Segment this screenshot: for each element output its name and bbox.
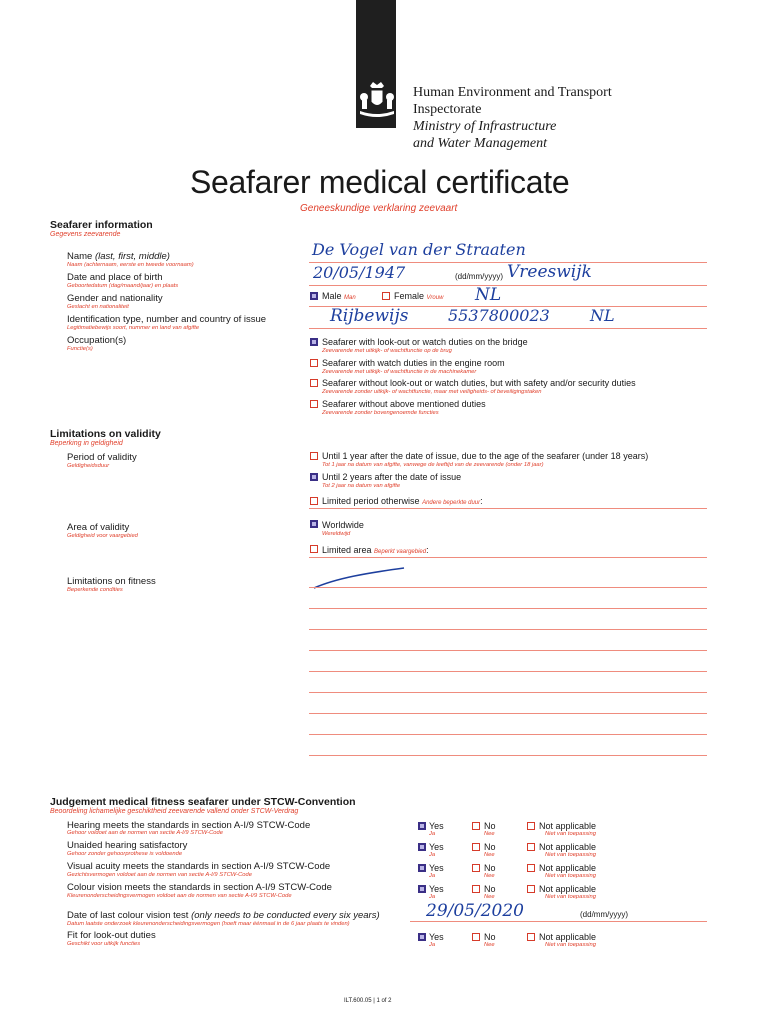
hearing-no-sub: Nee [484,831,495,837]
period-2yr-sub: Tot 2 jaar na datum van afgifte [322,483,401,489]
nationality-value[interactable]: NL [475,285,502,305]
page-title: Seafarer medical certificate [190,164,570,200]
org-line-1: Human Environment and Transport [413,85,612,100]
fitness-line-2 [309,608,707,609]
seafarer-info-heading: Seafarer information [50,219,153,231]
page-subtitle: Geneeskundige verklaring zeevaart [300,203,458,214]
visual-na-label: Not applicable [539,863,597,873]
lookout-na-label: Not applicable [539,932,597,942]
occupation-safety-checkbox[interactable] [310,379,318,387]
unaided-na-sub: Niet van toepassing [545,852,596,858]
occupation-engine-sub: Zeevarende met uitkijk- of wachtfunctie in de machinekamer [322,369,477,375]
name-sub: Naam (achternaam, eerste en tweede voornaam) [67,262,194,268]
hearing-sub: Gehoor voldoet aan de normen van sectie A-I/9 STCW-Code [67,830,223,836]
page-footer: ILT.600.05 | 1 of 2 [344,998,392,1004]
gender-label: Gender and nationality [67,293,163,304]
dob-label: Date and place of birth [67,272,163,283]
period-2yr-label: Until 2 years after the date of issue [322,472,462,482]
lookout-na-checkbox[interactable] [527,933,535,941]
dob-format: (dd/mm/yyyy) [455,272,503,281]
fitness-sub: Beperkende condities [67,587,123,593]
female-option: Female Vrouw [394,291,444,301]
occupation-bridge-checkbox[interactable] [310,338,318,346]
unaided-no-checkbox[interactable] [472,843,480,851]
colour-yes-sub: Ja [429,894,436,900]
unaided-na-label: Not applicable [539,842,597,852]
visual-na-checkbox[interactable] [527,864,535,872]
occupation-none-label: Seafarer without above mentioned duties [322,399,486,409]
pob-value[interactable]: Vreeswijk [507,262,592,282]
id-line [309,328,707,329]
limited-area-checkbox[interactable] [310,545,318,553]
fitness-line-5 [309,671,707,672]
lookout-no-checkbox[interactable] [472,933,480,941]
gender-sub: Geslacht en nationaliteit [67,304,129,310]
visual-yes-label: Yes [429,863,444,873]
visual-no-label: No [484,863,496,873]
colour-yes-checkbox[interactable] [418,885,426,893]
org-line-4: and Water Management [413,136,548,151]
occupation-engine-checkbox[interactable] [310,359,318,367]
visual-yes-checkbox[interactable] [418,864,426,872]
colour-vision-label: Colour vision meets the standards in section A-I/9 STCW-Code [67,882,332,893]
period-other-line [309,508,707,509]
hearing-label: Hearing meets the standards in section A-I/9 STCW-Code [67,820,311,831]
hearing-na-label: Not applicable [539,821,597,831]
lookout-yes-label: Yes [429,932,444,942]
unaided-no-sub: Nee [484,852,495,858]
id-type-value[interactable]: Rijbewijs [330,306,409,326]
period-label: Period of validity [67,452,137,463]
id-sub: Legitimatiebewijs soort, nummer en land van afgifte [67,325,200,331]
visual-no-sub: Nee [484,873,495,879]
dob-line [309,285,707,286]
limited-area-line [309,557,707,558]
lookout-yes-checkbox[interactable] [418,933,426,941]
fitness-line-4 [309,650,707,651]
period-other-label: Limited period otherwise Andere beperkte duur: [322,496,483,506]
occupation-safety-label: Seafarer without look-out or watch duties, but with safety and/or security duties [322,378,636,388]
dob-value[interactable]: 20/05/1947 [313,263,406,282]
fitness-label: Limitations on fitness [67,576,156,587]
period-sub: Geldigheidsduur [67,463,110,469]
period-1yr-checkbox[interactable] [310,452,318,460]
visual-na-sub: Niet van toepassing [545,873,596,879]
judgement-heading: Judgement medical fitness seafarer under STCW-Convention [50,796,356,808]
occupation-sub: Functie(s) [67,346,93,352]
period-1yr-label: Until 1 year after the date of issue, due to the age of the seafarer (under 18 years) [322,451,649,461]
hearing-yes-checkbox[interactable] [418,822,426,830]
unaided-yes-sub: Ja [429,852,436,858]
id-country-value[interactable]: NL [590,306,615,325]
name-label: Name (last, first, middle) [67,251,170,262]
hearing-yes-label: Yes [429,821,444,831]
id-number-value[interactable]: 5537800023 [448,306,550,325]
colour-test-label: Date of last colour vision test (only needs to be conducted every six years) [67,910,380,921]
fitness-line-1 [309,587,707,588]
unaided-hearing-label: Unaided hearing satisfactory [67,840,188,851]
male-checkbox[interactable] [310,292,318,300]
occupation-label: Occupation(s) [67,335,127,346]
dob-sub: Geboortedatum (dag/maand/jaar) en plaats [67,283,179,289]
fitness-line-6 [309,692,707,693]
occupation-none-checkbox[interactable] [310,400,318,408]
name-value[interactable]: De Vogel van der Straaten [312,240,526,259]
colour-test-sub: Datum laatste onderzoek kleurenonderscheidingsvermogen (hoeft maar éénmaal in de 6 jaar plaats te vinden) [67,921,350,927]
unaided-yes-label: Yes [429,842,444,852]
visual-acuity-sub: Gezichtsvermogen voldoet aan de normen van sectie A-I/9 STCW-Code [67,872,252,878]
worldwide-checkbox[interactable] [310,520,318,528]
occupation-none-sub: Zeevarende zonder bovengenoemde functies [322,410,439,416]
id-label: Identification type, number and country of issue [67,314,267,325]
lookout-na-sub: Niet van toepassing [545,942,596,948]
male-option: Male Man [322,291,356,301]
unaided-no-label: No [484,842,496,852]
lookout-sub: Geschikt voor uitkijk functies [67,941,141,947]
period-other-checkbox[interactable] [310,497,318,505]
occupation-bridge-sub: Zeevarende met uitkijk- of wachtfunctie op de brug [322,348,452,354]
lookout-no-label: No [484,932,496,942]
seafarer-info-heading-nl: Gegevens zeevarende [50,231,121,238]
lookout-yes-sub: Ja [429,942,436,948]
occupation-engine-label: Seafarer with watch duties in the engine room [322,358,505,368]
unaided-na-checkbox[interactable] [527,843,535,851]
period-2yr-checkbox[interactable] [310,473,318,481]
organization-name [413,84,612,152]
judgement-heading-nl: Beoordeling lichamelijke geschiktheid zeevarende vallend onder STCW-Verdrag [50,808,299,815]
area-label: Area of validity [67,522,130,533]
fitness-line-9 [309,755,707,756]
colour-na-label: Not applicable [539,884,597,894]
fitness-line-8 [309,734,707,735]
name-hint: (last, first, middle) [94,251,170,262]
hearing-na-checkbox[interactable] [527,822,535,830]
colour-na-sub: Niet van toepassing [545,894,596,900]
colour-yes-label: Yes [429,884,444,894]
org-line-3: Ministry of Infrastructure [413,119,557,134]
occupation-safety-sub: Zeevarende zonder uitkijk- of wachtfunctie, maar met veiligheids- of beveiligingstaken [322,389,542,395]
visual-acuity-label: Visual acuity meets the standards in section A-I/9 STCW-Code [67,861,331,872]
colour-vision-sub: Kleurenonderscheidingsvermogen voldoet aan de normen van sectie A-I/9 STCW-Code [67,893,292,899]
hearing-yes-sub: Ja [429,831,436,837]
unaided-hearing-sub: Gehoor zonder gehoorprothese is voldoende [67,851,183,857]
org-line-2: Inspectorate [413,102,482,117]
worldwide-sub: Wereldwijd [322,531,351,537]
fitness-line-3 [309,629,707,630]
period-1yr-sub: Tot 1 jaar na datum van afgifte, vanwege de leeftijd van de zeevarende (onder 18 jaar) [322,462,544,468]
colour-test-line [410,921,707,922]
limitations-heading-nl: Beperking in geldigheid [50,440,123,447]
limited-area-label: Limited area Beperkt vaargebied: [322,545,429,555]
visual-no-checkbox[interactable] [472,864,480,872]
unaided-yes-checkbox[interactable] [418,843,426,851]
female-checkbox[interactable] [382,292,390,300]
limitations-heading: Limitations on validity [50,428,161,440]
lookout-no-sub: Nee [484,942,495,948]
colour-test-format: (dd/mm/yyyy) [580,910,628,919]
colour-test-value[interactable]: 29/05/2020 [426,901,524,921]
fitness-line-7 [309,713,707,714]
colour-no-sub: Nee [484,894,495,900]
hearing-no-label: No [484,821,496,831]
coat-of-arms-icon [358,82,396,118]
hearing-na-sub: Niet van toepassing [545,831,596,837]
worldwide-label: Worldwide [322,520,364,530]
colour-no-label: No [484,884,496,894]
area-sub: Geldigheid voor vaargebied [67,533,138,539]
lookout-label: Fit for look-out duties [67,930,156,941]
visual-yes-sub: Ja [429,873,436,879]
colour-no-checkbox[interactable] [472,885,480,893]
occupation-bridge-label: Seafarer with look-out or watch duties on the bridge [322,337,528,347]
hearing-no-checkbox[interactable] [472,822,480,830]
colour-na-checkbox[interactable] [527,885,535,893]
